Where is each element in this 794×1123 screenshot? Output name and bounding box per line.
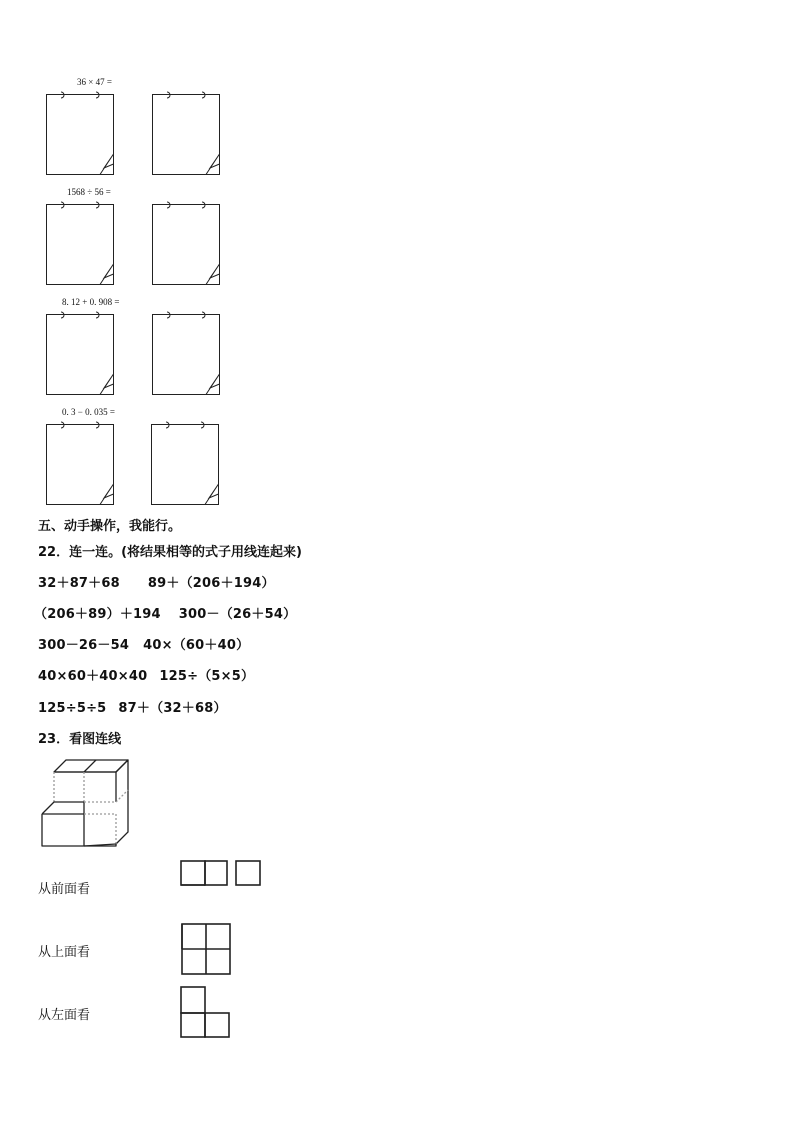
scratch-pad xyxy=(46,422,114,504)
view-option-1[interactable] xyxy=(180,860,285,892)
notepad-icon xyxy=(46,92,114,176)
calc-expression-2: 1568 ÷ 56 = xyxy=(67,187,111,197)
right-expression[interactable]: 87＋（32＋68） xyxy=(118,701,227,716)
view-label-left[interactable]: 从左面看 xyxy=(38,1008,91,1023)
notepad-icon xyxy=(151,422,219,506)
notepad-icon xyxy=(152,92,220,176)
question-title: 23．看图连线 xyxy=(38,732,122,747)
right-expression[interactable]: 89＋（206＋194） xyxy=(147,576,275,591)
left-expression[interactable]: 125÷5÷5 xyxy=(38,701,107,716)
question-title: 22．连一连。(将结果相等的式子用线连起来) xyxy=(38,545,302,560)
grid-shape-icon xyxy=(180,986,232,1040)
left-expression[interactable]: （206＋89）＋194 xyxy=(34,607,161,622)
match-row xyxy=(34,603,296,622)
grid-shape-icon xyxy=(180,860,230,888)
notepad-icon xyxy=(46,202,114,286)
match-row xyxy=(38,634,249,653)
scratch-pad xyxy=(151,422,219,504)
notepad-icon xyxy=(46,422,114,506)
notepad-icon xyxy=(152,312,220,396)
left-expression[interactable]: 32＋87＋68 xyxy=(38,576,120,591)
left-expression[interactable]: 300－26－54 xyxy=(38,638,130,653)
notepad-icon xyxy=(46,312,114,396)
scratch-pad xyxy=(46,92,114,174)
scratch-pad xyxy=(152,92,220,174)
cube-stack-icon xyxy=(40,756,132,852)
right-expression[interactable]: 40×（60＋40） xyxy=(143,638,250,653)
match-row xyxy=(38,665,254,684)
scratch-pad xyxy=(46,202,114,284)
scratch-pad xyxy=(152,312,220,394)
view-label-front[interactable]: 从前面看 xyxy=(38,882,91,897)
grid-shape-icon xyxy=(181,923,233,977)
calc-expression-1: 36 × 47 = xyxy=(77,77,112,87)
match-row xyxy=(38,572,275,591)
left-expression[interactable]: 40×60＋40×40 xyxy=(38,669,148,684)
view-label-top[interactable]: 从上面看 xyxy=(38,945,91,960)
calc-expression-4: 0. 3 − 0. 035 = xyxy=(62,407,115,417)
match-row xyxy=(38,697,227,716)
scratch-pad xyxy=(46,312,114,394)
right-expression[interactable]: 125÷（5×5） xyxy=(159,669,255,684)
notepad-icon xyxy=(152,202,220,286)
view-option-2[interactable] xyxy=(181,923,233,981)
scratch-pad xyxy=(152,202,220,284)
calc-expression-3: 8. 12 + 0. 908 = xyxy=(62,297,120,307)
view-option-3[interactable] xyxy=(180,986,232,1044)
cube-figure xyxy=(40,756,132,856)
right-expression[interactable]: 300－（26＋54） xyxy=(178,607,297,622)
section-heading: 五、动手操作，我能行。 xyxy=(38,519,182,534)
grid-shape-icon xyxy=(235,860,285,888)
